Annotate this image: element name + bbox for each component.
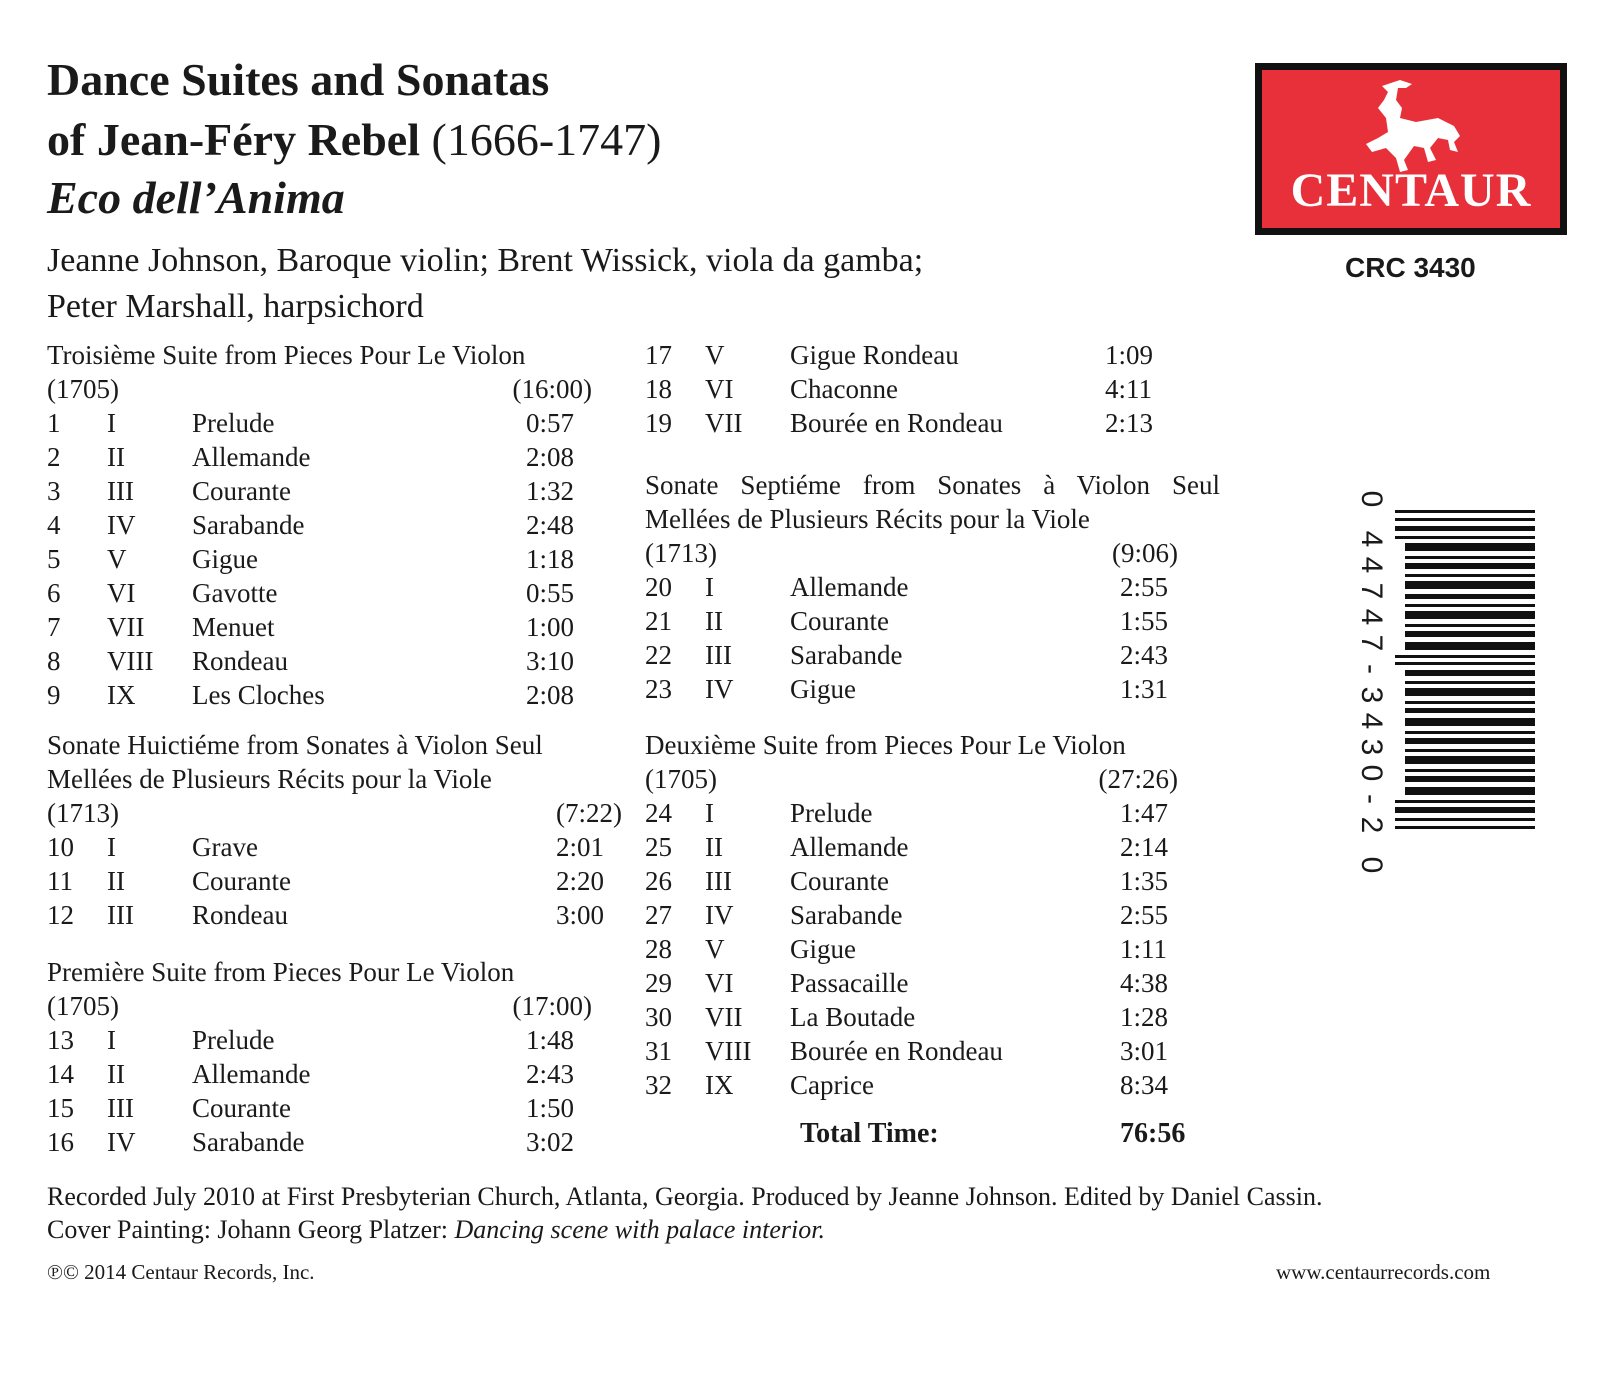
track-number: 27	[645, 900, 672, 930]
track-title: Menuet	[192, 612, 275, 642]
track-row	[645, 830, 1220, 864]
track-number: 29	[645, 968, 672, 998]
catalog-number: CRC 3430	[1345, 252, 1476, 283]
track-number: 1	[47, 408, 61, 438]
track-number: 13	[47, 1025, 74, 1055]
movement-number: IV	[705, 900, 734, 930]
performers-line2: Peter Marshall, harpsichord	[47, 288, 424, 325]
track-duration: 2:14	[1120, 832, 1169, 862]
movement-number: V	[705, 934, 725, 964]
section-year-duration	[645, 536, 1220, 570]
track-row	[47, 406, 592, 440]
track-title: Courante	[192, 866, 291, 896]
movement-number: VI	[705, 374, 734, 404]
track-row	[47, 864, 622, 898]
section-year-duration	[47, 796, 622, 830]
track-number: 11	[47, 866, 73, 896]
section-year-duration	[47, 989, 592, 1023]
movement-number: VI	[107, 578, 136, 608]
movement-number: V	[107, 544, 127, 574]
track-number: 24	[645, 798, 672, 828]
track-title: Allemande	[790, 572, 909, 602]
track-number: 5	[47, 544, 61, 574]
album-title-line1: Dance Suites and Sonatas	[47, 54, 550, 105]
barcode-digit: 3	[1355, 686, 1388, 704]
website-link[interactable]: www.centaurrecords.com	[1276, 1260, 1491, 1284]
movement-number: VIII	[705, 1036, 752, 1066]
track-duration: 0:57	[525, 408, 574, 438]
track-number: 8	[47, 646, 61, 676]
track-title: Gigue	[790, 674, 856, 704]
section-year-duration	[47, 372, 592, 406]
track-title: Rondeau	[192, 646, 288, 676]
composer-name: of Jean-Féry Rebel	[47, 114, 420, 165]
track-duration: 2:01	[555, 832, 604, 862]
track-row	[47, 610, 592, 644]
track-duration: 1:31	[1120, 674, 1169, 704]
cover-credit-prefix: Cover Painting: Johann Georg Platzer:	[47, 1215, 455, 1244]
track-number: 7	[47, 612, 61, 642]
section-year: (1705)	[47, 374, 119, 404]
track-title: Allemande	[790, 832, 909, 862]
track-title: Allemande	[192, 1059, 311, 1089]
track-duration: 2:13	[1105, 408, 1154, 438]
track-row	[645, 638, 1220, 672]
track-number: 17	[645, 340, 672, 370]
barcode-digit: 4	[1355, 712, 1388, 730]
movement-number: IV	[705, 674, 734, 704]
track-number: 6	[47, 578, 61, 608]
movement-number: III	[705, 866, 732, 896]
movement-number: V	[705, 340, 725, 370]
track-duration: 8:34	[1120, 1070, 1169, 1100]
track-number: 4	[47, 510, 61, 540]
barcode-digit: -	[1355, 794, 1388, 804]
section-title: Troisième Suite from Pieces Pour Le Violon	[47, 340, 526, 370]
track-row	[645, 372, 1205, 406]
barcode-digit: 0	[1355, 490, 1388, 508]
barcode-digit: 2	[1355, 816, 1388, 834]
track-number: 32	[645, 1070, 672, 1100]
movement-number: VII	[705, 408, 743, 438]
track-title: Courante	[790, 606, 889, 636]
movement-number: VIII	[107, 646, 154, 676]
section-title: Sonate Septiéme from Sonates à Violon Seul	[645, 470, 1220, 500]
track-title: Gigue	[790, 934, 856, 964]
logo-wordmark: CENTAUR	[1290, 164, 1532, 217]
barcode-digit: 4	[1355, 556, 1388, 574]
track-row	[645, 338, 1205, 372]
track-duration: 2:43	[525, 1059, 574, 1089]
total-time-label: Total Time:	[800, 1118, 939, 1149]
track-number: 31	[645, 1036, 672, 1066]
track-duration: 1:50	[525, 1093, 574, 1123]
section-year: (1705)	[645, 764, 717, 794]
section-title: Sonate Huictiéme from Sonates à Violon Seul	[47, 730, 543, 760]
album-title-line2	[47, 110, 661, 170]
track-duration: 1:11	[1120, 934, 1167, 964]
track-title: La Boutade	[790, 1002, 916, 1032]
movement-number: I	[705, 572, 714, 602]
track-title: Gavotte	[192, 578, 278, 608]
track-number: 9	[47, 680, 61, 710]
track-number: 25	[645, 832, 672, 862]
track-row	[47, 678, 592, 712]
track-row	[645, 1068, 1220, 1102]
track-duration: 1:00	[525, 612, 574, 642]
track-number: 26	[645, 866, 672, 896]
track-title: Prelude	[192, 1025, 275, 1055]
track-duration: 2:08	[525, 680, 574, 710]
track-row	[645, 672, 1220, 706]
section-title: Mellées de Plusieurs Récits pour la Viole	[645, 504, 1090, 534]
movement-number: IX	[705, 1070, 734, 1100]
section-deuxieme-suite	[645, 728, 1220, 1102]
section-title: Mellées de Plusieurs Récits pour la Viole	[47, 764, 492, 794]
cover-credit	[47, 1213, 825, 1246]
track-number: 23	[645, 674, 672, 704]
track-duration: 1:48	[525, 1025, 574, 1055]
track-row	[645, 932, 1220, 966]
track-row	[47, 508, 592, 542]
track-number: 19	[645, 408, 672, 438]
track-number: 18	[645, 374, 672, 404]
track-number: 16	[47, 1127, 74, 1157]
track-duration: 1:32	[525, 476, 574, 506]
track-number: 14	[47, 1059, 74, 1089]
track-duration: 1:47	[1120, 798, 1169, 828]
section-troisieme-suite	[47, 338, 592, 712]
track-row	[47, 898, 622, 932]
track-row	[645, 796, 1220, 830]
track-duration: 2:55	[1120, 900, 1169, 930]
track-title: Chaconne	[790, 374, 898, 404]
track-title: Rondeau	[192, 900, 288, 930]
track-title: Allemande	[192, 442, 311, 472]
track-title: Sarabande	[192, 1127, 305, 1157]
track-title: Courante	[790, 866, 889, 896]
recording-credits: Recorded July 2010 at First Presbyterian Church, Atlanta, Georgia. Produced by Jeanne Johnson. Edited by Daniel Cassin.	[47, 1182, 1323, 1211]
track-row	[47, 474, 592, 508]
track-title: Sarabande	[192, 510, 305, 540]
cover-painting-title: Dancing scene with palace interior.	[454, 1215, 825, 1244]
centaur-logo	[1255, 63, 1567, 235]
track-row	[47, 1057, 592, 1091]
track-title: Les Cloches	[192, 680, 325, 710]
track-number: 30	[645, 1002, 672, 1032]
track-number: 22	[645, 640, 672, 670]
movement-number: I	[705, 798, 714, 828]
track-title: Gigue Rondeau	[790, 340, 959, 370]
barcode-digit: 0	[1355, 856, 1388, 874]
movement-number: IV	[107, 1127, 136, 1157]
track-duration: 2:43	[1120, 640, 1169, 670]
section-title: Première Suite from Pieces Pour Le Violon	[47, 957, 515, 987]
movement-number: III	[107, 900, 134, 930]
track-duration: 2:55	[1120, 572, 1169, 602]
track-duration: 3:10	[525, 646, 574, 676]
movement-number: IV	[107, 510, 136, 540]
copyright-notice: ℗© 2014 Centaur Records, Inc.	[47, 1260, 315, 1284]
section-duration: (16:00)	[512, 374, 592, 404]
track-title: Courante	[192, 1093, 291, 1123]
track-row	[47, 576, 592, 610]
track-number: 10	[47, 832, 74, 862]
movement-number: II	[705, 606, 723, 636]
barcode-digit: 4	[1355, 608, 1388, 626]
movement-number: VII	[705, 1002, 743, 1032]
track-duration: 3:00	[555, 900, 604, 930]
track-number: 12	[47, 900, 74, 930]
track-title: Sarabande	[790, 640, 903, 670]
track-duration: 1:28	[1120, 1002, 1169, 1032]
track-duration: 1:18	[525, 544, 574, 574]
track-row	[645, 1034, 1220, 1068]
track-duration: 2:20	[555, 866, 604, 896]
movement-number: II	[107, 442, 125, 472]
movement-number: III	[107, 476, 134, 506]
track-duration: 4:38	[1120, 968, 1169, 998]
total-time-value: 76:56	[1120, 1118, 1186, 1149]
barcode-graphic	[1395, 510, 1535, 870]
section-sonate-huictieme	[47, 728, 622, 932]
track-title: Sarabande	[790, 900, 903, 930]
track-duration: 0:55	[525, 578, 574, 608]
section-year: (1713)	[645, 538, 717, 568]
track-row	[645, 604, 1220, 638]
movement-number: II	[107, 866, 125, 896]
movement-number: III	[107, 1093, 134, 1123]
track-number: 2	[47, 442, 61, 472]
track-number: 3	[47, 476, 61, 506]
track-row	[645, 966, 1220, 1000]
section-year-duration	[645, 762, 1220, 796]
track-title: Bourée en Rondeau	[790, 1036, 1003, 1066]
section-premiere-suite-cont	[645, 338, 1205, 440]
track-duration: 1:55	[1120, 606, 1169, 636]
section-duration: (17:00)	[512, 991, 592, 1021]
section-sonate-septieme	[645, 468, 1220, 706]
track-number: 20	[645, 572, 672, 602]
section-duration: (9:06)	[1112, 538, 1178, 568]
track-row	[645, 1000, 1220, 1034]
track-number: 28	[645, 934, 672, 964]
track-title: Grave	[192, 832, 258, 862]
movement-number: IX	[107, 680, 136, 710]
movement-number: I	[107, 832, 116, 862]
movement-number: I	[107, 408, 116, 438]
track-number: 21	[645, 606, 672, 636]
section-duration: (27:26)	[1098, 764, 1178, 794]
movement-number: VI	[705, 968, 734, 998]
movement-number: VII	[107, 612, 145, 642]
track-duration: 2:48	[525, 510, 574, 540]
track-title: Courante	[192, 476, 291, 506]
section-duration: (7:22)	[556, 798, 622, 828]
section-premiere-suite	[47, 955, 592, 1159]
ensemble-name: Eco dell’Anima	[47, 172, 345, 223]
barcode-digits	[1356, 482, 1396, 892]
barcode-digit: 4	[1355, 530, 1388, 548]
movement-number: II	[705, 832, 723, 862]
track-title: Bourée en Rondeau	[790, 408, 1003, 438]
track-row	[645, 864, 1220, 898]
movement-number: II	[107, 1059, 125, 1089]
movement-number: III	[705, 640, 732, 670]
composer-years: (1666-1747)	[431, 114, 662, 165]
track-duration: 2:08	[525, 442, 574, 472]
track-duration: 3:01	[1120, 1036, 1169, 1066]
track-duration: 3:02	[525, 1127, 574, 1157]
track-row	[47, 830, 622, 864]
track-title: Passacaille	[790, 968, 909, 998]
track-row	[47, 644, 592, 678]
performers-line1: Jeanne Johnson, Baroque violin; Brent Wissick, viola da gamba;	[47, 242, 924, 279]
track-duration: 1:09	[1105, 340, 1154, 370]
track-row	[47, 440, 592, 474]
track-duration: 1:35	[1120, 866, 1169, 896]
track-title: Prelude	[790, 798, 873, 828]
barcode-digit: 7	[1355, 582, 1388, 600]
barcode-digit: 7	[1355, 634, 1388, 652]
track-row	[645, 570, 1220, 604]
track-row	[645, 406, 1205, 440]
track-row	[645, 898, 1220, 932]
section-title: Deuxième Suite from Pieces Pour Le Violon	[645, 730, 1126, 760]
barcode-digit: 0	[1355, 764, 1388, 782]
section-year: (1713)	[47, 798, 119, 828]
section-year: (1705)	[47, 991, 119, 1021]
track-title: Prelude	[192, 408, 275, 438]
track-title: Gigue	[192, 544, 258, 574]
track-number: 15	[47, 1093, 74, 1123]
track-row	[47, 1091, 592, 1125]
movement-number: I	[107, 1025, 116, 1055]
track-row	[47, 1023, 592, 1057]
track-title: Caprice	[790, 1070, 874, 1100]
barcode-digit: 3	[1355, 738, 1388, 756]
barcode-digit: -	[1355, 664, 1388, 674]
track-row	[47, 542, 592, 576]
track-row	[47, 1125, 592, 1159]
track-duration: 4:11	[1105, 374, 1152, 404]
